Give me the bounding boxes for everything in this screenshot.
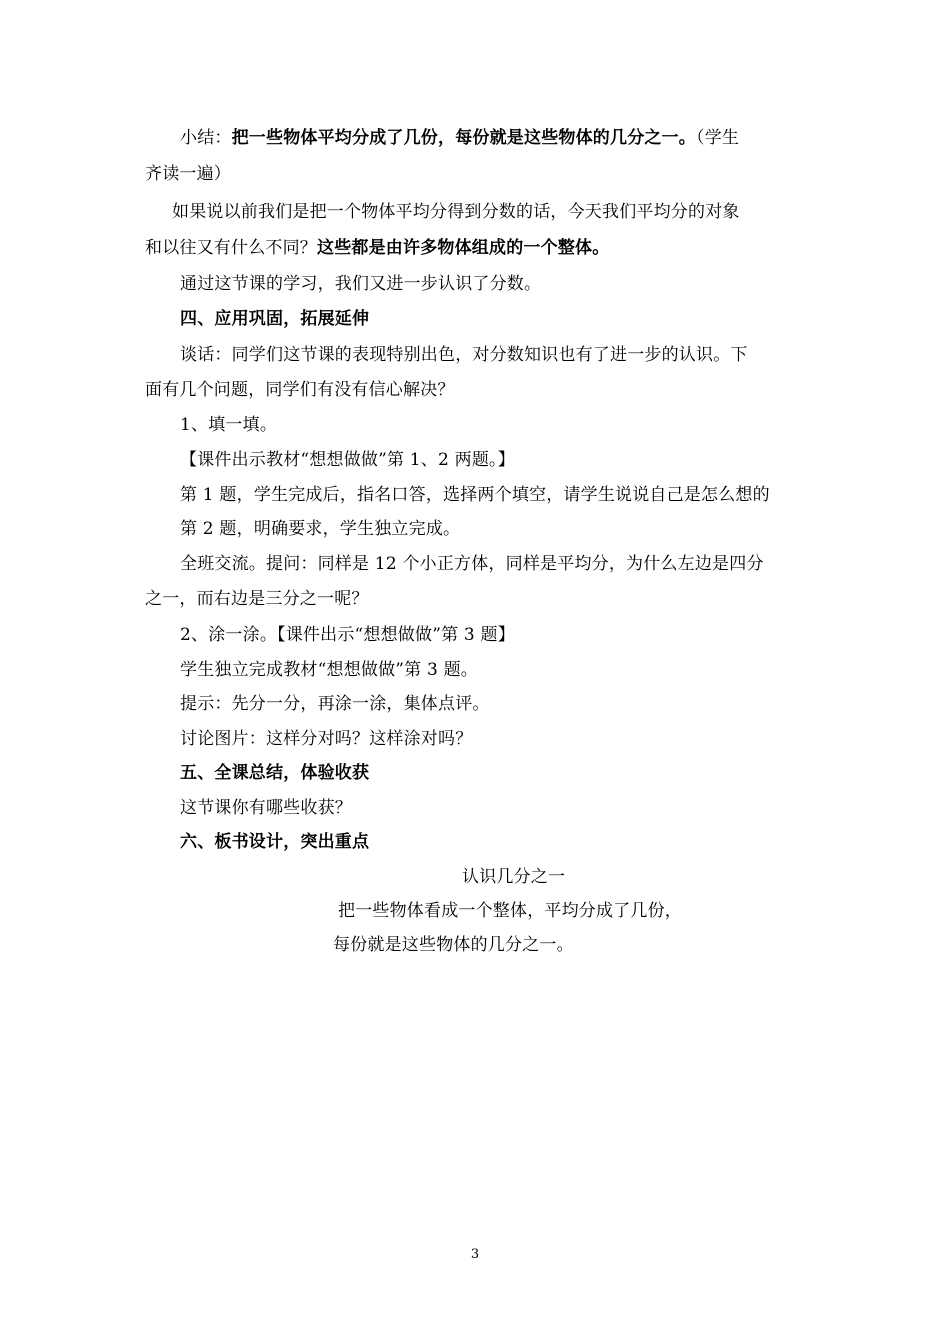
hint-line: 提示：先分一分，再涂一涂，集体点评。 <box>180 694 490 714</box>
page-number: 3 <box>470 1247 480 1262</box>
courseware-line-1: 【课件出示教材“想想做做”第 1、2 两题。】 <box>180 450 515 470</box>
compare-line-1: 如果说以前我们是把一个物体平均分得到分数的话，今天我们平均分的对象 <box>172 202 740 222</box>
section-heading-6: 六、板书设计，突出重点 <box>180 832 370 852</box>
talk-line-1: 谈话：同学们这节课的表现特别出色，对分数知识也有了进一步的认识。下 <box>180 345 748 365</box>
gain-line: 这节课你有哪些收获？ <box>180 798 352 818</box>
discuss-line-2: 之一，而右边是三分之一呢？ <box>145 589 369 609</box>
board-title: 认识几分之一 <box>462 867 566 887</box>
compare-answer: 这些都是由许多物体组成的一个整体。 <box>317 238 610 258</box>
summary-bold-text: 把一些物体平均分成了几份，每份就是这些物体的几分之一。 <box>231 128 697 148</box>
question-1-line: 第 1 题，学生完成后，指名口答，选择两个填空，请学生说说自己是怎么想的 <box>180 485 770 505</box>
compare-question: 和以往又有什么不同？ <box>145 238 317 258</box>
summary-line <box>180 126 739 150</box>
learned-line: 通过这节课的学习，我们又进一步认识了分数。 <box>180 274 542 294</box>
section-heading-5: 五、全课总结，体验收获 <box>180 763 370 783</box>
paint-item: 2、涂一涂。【课件出示“想想做做”第 3 题】 <box>180 625 515 645</box>
compare-line-2 <box>145 236 609 260</box>
question-2-line: 第 2 题，明确要求，学生独立完成。 <box>180 519 461 539</box>
independent-line: 学生独立完成教材“想想做做”第 3 题。 <box>180 660 479 680</box>
talk-line-2: 面有几个问题，同学们有没有信心解决？ <box>145 380 455 400</box>
section-heading-4: 四、应用巩固，拓展延伸 <box>180 309 370 329</box>
board-line-1: 把一些物体看成一个整体，平均分成了几份， <box>338 901 682 921</box>
fill-item: 1、填一填。 <box>180 415 278 435</box>
picture-discussion-line: 讨论图片：这样分对吗？这样涂对吗？ <box>180 729 473 749</box>
summary-label: 小结： <box>180 128 232 148</box>
summary-note: （学生 <box>696 128 740 148</box>
summary-note-cont: 齐读一遍） <box>145 164 231 184</box>
discuss-line-1: 全班交流。提问：同样是 12 个小正方体，同样是平均分，为什么左边是四分 <box>180 554 764 574</box>
board-line-2: 每份就是这些物体的几分之一。 <box>333 935 574 955</box>
